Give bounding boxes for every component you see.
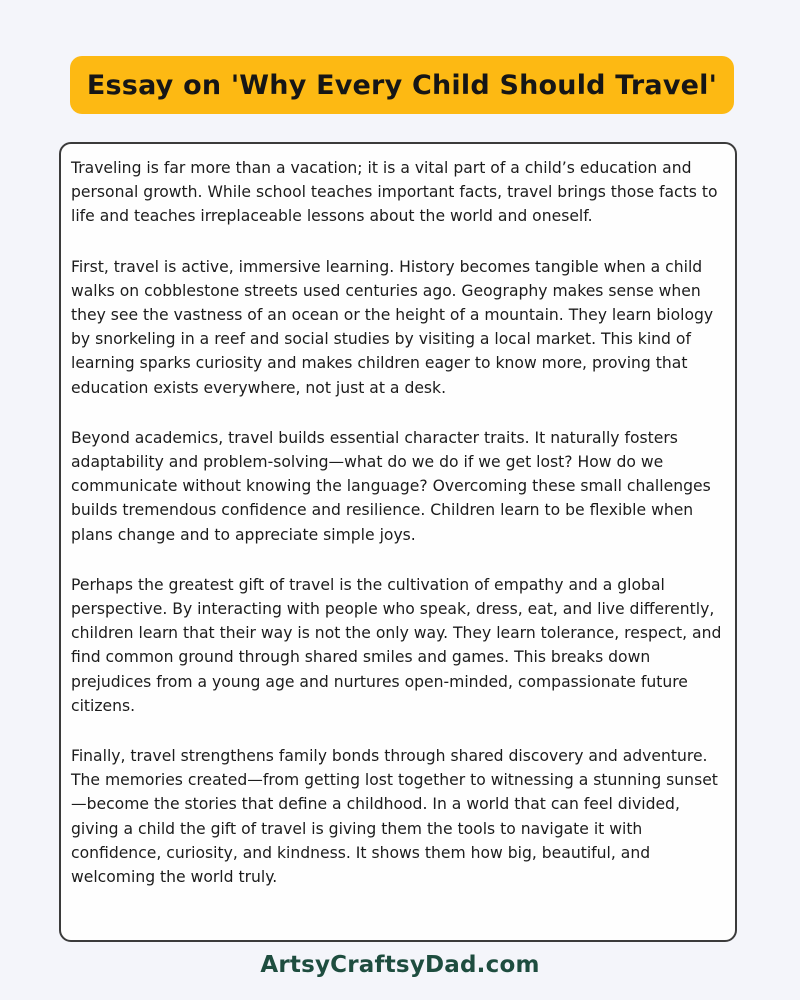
footer-site-name: ArtsyCraftsyDad.com [260, 952, 540, 978]
title-banner [70, 56, 734, 114]
essay-paragraph-empathy: Perhaps the greatest gift of travel is the cultivation of empathy and a global perspective. By interacting with people who speak, dress, eat, and live differently, children learn that their way is not the only way. They learn tolerance, respect, and find common ground through shared smiles and games. This breaks down prejudices from a young age and nurtures open-minded, compassionate future citizens. [71, 575, 722, 715]
essay-paragraph-intro: Traveling is far more than a vacation; it is a vital part of a child’s education and personal growth. While school teaches important facts, travel brings those facts to life and teaches irreplaceable lessons about the world and oneself. [71, 159, 718, 226]
essay-paragraph-conclusion: Finally, travel strengthens family bonds through shared discovery and adventure. The memories created—from getting lost together to witnessing a stunning sunset—become the stories that define a childhood. In a world that can feel divided, giving a child the gift of travel is giving them the tools to navigate it with confidence, curiosity, and kindness. It shows them how big, beautiful, and welcoming the world truly. [71, 747, 718, 887]
page-title: Essay on 'Why Every Child Should Travel' [86, 69, 718, 101]
essay-paragraph-learning: First, travel is active, immersive learning. History becomes tangible when a child walks on cobblestone streets used centuries ago. Geography makes sense when they see the vastness of an ocean or the height of a mountain. They learn biology by snorkeling in a reef and social studies by visiting a local market. This kind of learning sparks curiosity and makes children eager to know more, proving that education exists everywhere, not just at a desk. [71, 257, 714, 397]
essay-box [59, 142, 737, 942]
essay-paragraph-character: Beyond academics, travel builds essential character traits. It naturally fosters adaptability and problem-solving—what do we do if we get lost? How do we communicate without knowing the language? Overcoming these small challenges builds tremendous confidence and resilience. Children learn to be flexible when plans change and to appreciate simple joys. [71, 428, 711, 544]
